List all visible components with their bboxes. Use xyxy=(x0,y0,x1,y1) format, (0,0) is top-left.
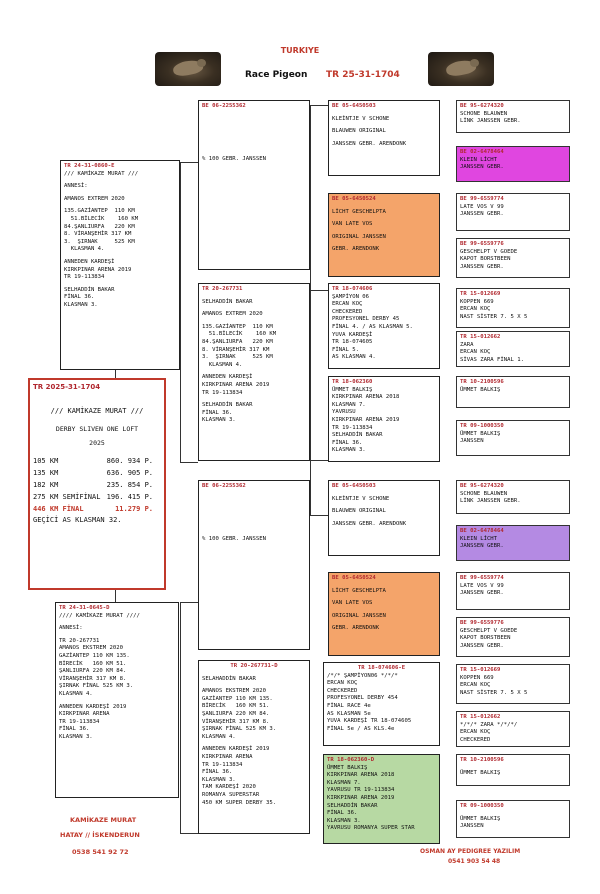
result-row xyxy=(33,479,161,491)
gggp-ring: BE 02-6478464 xyxy=(460,528,504,534)
card-text-line: % 100 GEBR. JANSSEN xyxy=(202,155,266,162)
card-text-line: FİNAL 36. xyxy=(202,769,233,776)
owner-city: HATAY // İSKENDERUN xyxy=(60,831,140,839)
card-text-line: VAN LATE VOS xyxy=(332,600,373,607)
card-text-line: ÜMMET BALKIŞ xyxy=(332,386,373,393)
ggp-ring: BE 05-6450503 xyxy=(332,103,376,109)
gggp-ring: TR 15-012662 xyxy=(460,334,501,340)
card-text-line: ZARA xyxy=(460,341,474,348)
card-text-line: FİNAL 5e / AS KLS.4e xyxy=(327,725,395,732)
card-text-line: ŞIRNAK FİNAL 525 KM 3. xyxy=(59,683,134,690)
result-value: 11.279 P. xyxy=(115,505,153,514)
great-grandparent-card xyxy=(328,480,440,556)
header-ring: TR 25-31-1704 xyxy=(326,70,400,80)
gggp-ring: TR 15-012669 xyxy=(460,291,501,297)
result-distance: 275 KM SEMİFİNAL xyxy=(33,493,101,502)
card-text-line: FİNAL 5. xyxy=(332,346,359,353)
ggp-ring: BE 05-6450524 xyxy=(332,575,376,581)
card-text-line: SELHADDİN BAKAR xyxy=(327,802,378,809)
card-text-line: KLASMAN 3. xyxy=(202,776,236,783)
card-text-line: CHECKERED xyxy=(332,308,363,315)
card-text-line: KAPOT BORSTBEEN xyxy=(460,635,511,642)
card-text-line: AMANOS EKSTREM 2020 xyxy=(202,688,266,695)
card-text-line: KIRKPINAR ARENA 2019 xyxy=(332,416,400,423)
card-text-line: KLASMAN 3. xyxy=(332,447,366,454)
card-text-line: KIRKPINAR ARENA 2019 xyxy=(202,381,270,388)
card-text-line: ŞIRNAK FİNAL 525 KM 3. xyxy=(202,726,277,733)
card-text-line: KLASMAN 3. xyxy=(64,301,98,308)
card-text-line: SİVAS ZARA FİNAL 1. xyxy=(460,356,524,363)
great-grandparent-card xyxy=(328,100,440,176)
card-text-line: LATE VOS V 99 xyxy=(460,582,504,589)
card-text-line: JANSSEN GEBR. xyxy=(460,211,504,218)
card-text-line: KLEİNTJE V SCHONE xyxy=(332,495,390,502)
card-text-line: BİRECİK 160 KM 51. xyxy=(202,703,270,710)
card-text-line: JANSSEN xyxy=(460,823,484,830)
great-grandparent-card xyxy=(323,754,440,844)
card-text-line: FİNAL 36. xyxy=(59,726,90,733)
card-text-line: % 100 GEBR. JANSSEN xyxy=(202,535,266,542)
card-text-line: /*/* ŞAMPİYON06 */*/* xyxy=(327,672,398,679)
great-great-grandparent-card xyxy=(456,572,570,610)
card-text-line: KOPPEN 669 xyxy=(460,298,494,305)
card-text-line: JANSSEN xyxy=(460,438,484,445)
great-great-grandparent-card xyxy=(456,617,570,657)
ggp-ring: TR 18-074606-E xyxy=(357,665,406,671)
card-text-line: SELHADDİN BAKAR xyxy=(64,286,115,293)
card-text-line: LİCHT GESCHELPTA xyxy=(332,587,386,594)
card-text-line: ORIGINAL JANSSEN xyxy=(332,612,386,619)
great-grandparent-card xyxy=(328,193,440,277)
gggp-ring: TR 15-012669 xyxy=(460,667,501,673)
result-row xyxy=(33,491,161,503)
main-name: /// KAMİKAZE MURAT /// xyxy=(50,407,144,415)
gggp-ring: TR 10-2100596 xyxy=(460,757,504,763)
card-text-line: 135.GAZİANTEP 110 KM xyxy=(202,323,273,330)
software-phone: 0541 903 54 48 xyxy=(448,858,501,865)
card-text-line: AMANOS EKSTREM 2020 xyxy=(59,645,123,652)
card-text-line: ANNEDEN KARDEŞİ 2019 xyxy=(59,703,127,710)
card-text-line: JANSSEN GEBR. xyxy=(460,164,504,171)
card-text-line: SCHONE BLAUWEN xyxy=(460,110,508,117)
card-text-line: PROFESYONEL DERBY 45 xyxy=(332,316,400,323)
card-text-line: GESCHELPT V GOEDE xyxy=(460,248,518,255)
gp4-ring: TR 20-267731-D xyxy=(230,663,278,669)
card-text-line: VAN LATE VOS xyxy=(332,221,373,228)
card-text-line: CHECKERED xyxy=(460,736,491,743)
card-text-line: KLASMAN 7. xyxy=(327,779,361,786)
grandparent-card xyxy=(198,480,310,650)
great-great-grandparent-card xyxy=(456,376,570,408)
card-text-line: ROMANYA SUPERSTAR xyxy=(202,791,260,798)
great-grandparent-card xyxy=(328,283,440,369)
grandparent-card xyxy=(198,100,310,270)
main-ring: TR 2025-31-1704 xyxy=(33,383,101,391)
gp3-ring: BE 06-2255362 xyxy=(202,483,246,489)
card-text-line: KLEIN LİCHT xyxy=(460,535,498,542)
card-text-line: 51.BİLECİK 160 KM xyxy=(202,331,277,338)
card-text-line: KIRKPINAR ARENA 2019 xyxy=(64,266,132,273)
card-text-line: LİNK JANSSEN GEBR. xyxy=(460,118,521,125)
great-great-grandparent-card xyxy=(456,480,570,514)
gggp-ring: TR 10-2100596 xyxy=(460,379,504,385)
card-text-line: ÜMMET BALKIŞ xyxy=(327,764,368,771)
card-text-line: ERCAN KOÇ xyxy=(460,729,491,736)
card-text-line: FİNAL 36. xyxy=(202,409,233,416)
great-great-grandparent-card xyxy=(456,193,570,231)
pigeon-logo-right xyxy=(428,52,494,86)
great-great-grandparent-card xyxy=(456,711,570,747)
result-value: 196. 415 P. xyxy=(106,493,153,502)
card-text-line: ŞANLIURFA 220 KM 84. xyxy=(59,668,127,675)
card-text-line: 3. ŞIRNAK 525 KM xyxy=(202,354,273,361)
card-text-line: JANSSEN GEBR. ARENDONK xyxy=(332,520,407,527)
result-distance: 446 KM FİNAL xyxy=(33,505,84,514)
card-text-line: YUVA KARDEŞİ TR 18-074605 xyxy=(327,718,412,725)
great-great-grandparent-card xyxy=(456,525,570,561)
card-text-line: 135.GAZİANTEP 110 KM xyxy=(64,208,135,215)
card-text-line: KIRKPINAR ARENA 2018 xyxy=(327,772,395,779)
owner-name: KAMİKAZE MURAT xyxy=(70,816,137,824)
card-text-line: TR 19-113834 xyxy=(202,389,243,396)
card-text-line: AS KLASMAN 4. xyxy=(332,354,376,361)
card-text-line: AMANOS EXTREM 2020 xyxy=(64,195,125,202)
card-text-line: YUVA KARDEŞİ xyxy=(332,331,373,338)
great-great-grandparent-card xyxy=(456,238,570,278)
card-text-line: 8. VİRANŞEHİR 317 KM xyxy=(64,231,132,238)
sire-ring: TR 24-31-0860-E xyxy=(64,163,115,169)
result-distance: 105 KM xyxy=(33,457,59,466)
card-text-line: //// KAMİKAZE MURAT //// xyxy=(59,612,140,619)
grandparent-card xyxy=(198,660,310,834)
card-text-line: ERCAN KOÇ xyxy=(327,680,358,687)
ggp-ring: BE 05-6450524 xyxy=(332,196,376,202)
card-text-line: FİNAL 4. / AS KLASMAN 5. xyxy=(332,323,413,330)
card-text-line: ANNEDEN KARDEŞİ xyxy=(64,258,115,265)
great-great-grandparent-card xyxy=(456,146,570,182)
great-great-grandparent-card xyxy=(456,754,570,786)
card-text-line: GAZİANTEP 110 KM 135. xyxy=(59,652,130,659)
main-footer: GEÇİCİ AS KLASMAN 32. xyxy=(33,516,122,525)
page-title: Race Pigeon xyxy=(245,70,308,80)
card-text-line: JANSSEN GEBR. xyxy=(460,543,504,550)
card-text-line: KLASMAN 3. xyxy=(327,817,361,824)
gggp-ring: BE 95-6274320 xyxy=(460,103,504,109)
ggp-ring: TR 18-062360 xyxy=(332,379,373,385)
card-text-line: ERCAN KOÇ xyxy=(460,682,491,689)
card-text-line: SELHADDİN BAKAR xyxy=(332,432,383,439)
great-grandparent-card xyxy=(328,376,440,462)
card-text-line: AMANOS EXTREM 2020 xyxy=(202,311,263,318)
card-text-line: JANSSEN GEBR. ARENDONK xyxy=(332,140,407,147)
card-text-line: JANSSEN GEBR. xyxy=(460,642,504,649)
card-text-line: KLASMAN 3. xyxy=(202,417,236,424)
card-text-line: KOPPEN 669 xyxy=(460,674,494,681)
card-text-line: KIRKPINAR ARENA 2019 xyxy=(327,794,395,801)
card-text-line: KLASMAN 7. xyxy=(332,401,366,408)
card-text-line: ORIGINAL JANSSEN xyxy=(332,233,386,240)
great-great-grandparent-card xyxy=(456,331,570,367)
great-great-grandparent-card xyxy=(456,664,570,704)
card-text-line: BLAUWEN ORIGINAL xyxy=(332,128,386,135)
result-distance: 182 KM xyxy=(33,481,59,490)
dam-card xyxy=(55,602,179,798)
card-text-line: ÜMMET BALKIŞ xyxy=(460,769,501,776)
ggp-ring: BE 05-6450503 xyxy=(332,483,376,489)
card-text-line: YAVRUSU ROMANYA SUPER STAR xyxy=(327,825,415,832)
dam-ring: TR 24-31-0645-D xyxy=(59,605,110,611)
card-text-line: FİNAL 36. xyxy=(332,439,363,446)
card-text-line: ERCAN KOÇ xyxy=(332,301,363,308)
great-great-grandparent-card xyxy=(456,800,570,838)
card-text-line: KLEİNTJE V SCHONE xyxy=(332,115,390,122)
card-text-line: SELAHADDİN BAKAR xyxy=(202,675,256,682)
card-text-line: ERCAN KOÇ xyxy=(460,306,491,313)
card-text-line: YAVRUSU xyxy=(332,409,356,416)
great-grandparent-card xyxy=(328,572,440,656)
card-text-line: ÜMMET BALKIŞ xyxy=(460,386,501,393)
card-text-line: ŞANLIURFA 220 KM 84. xyxy=(202,710,270,717)
card-text-line: VİRANŞEHİR 317 KM 8. xyxy=(202,718,270,725)
result-row xyxy=(33,467,161,479)
card-text-line: TR 19-113834 xyxy=(202,761,243,768)
card-text-line: JANSSEN GEBR. xyxy=(460,263,504,270)
card-text-line: LATE VOS V 99 xyxy=(460,203,504,210)
gggp-ring: BE 99-6559774 xyxy=(460,575,504,581)
card-text-line: KLASMAN 3. xyxy=(59,733,93,740)
card-text-line: 51.BİLECİK 160 KM xyxy=(64,215,139,222)
result-row xyxy=(33,455,161,467)
card-text-line: PROFESYONEL DERBY 454 xyxy=(327,695,398,702)
card-text-line: 84.ŞANLIURFA 220 KM xyxy=(202,338,273,345)
card-text-line: YAVRUSU TR 19-113834 xyxy=(327,787,395,794)
gggp-ring: BE 02-6478464 xyxy=(460,149,504,155)
card-text-line: AS KLASMAN 5e xyxy=(327,710,371,717)
main-bird-card xyxy=(28,378,166,590)
pigeon-logo-left xyxy=(155,52,221,86)
sire-card xyxy=(60,160,180,370)
card-text-line: GEBR. ARENDONK xyxy=(332,625,380,632)
ggp-ring: TR 18-062360-D xyxy=(327,757,375,763)
card-text-line: ŞAMPİYON 06 xyxy=(332,293,370,300)
main-year: 2025 xyxy=(89,438,105,447)
card-text-line: KLASMAN 4. xyxy=(64,246,105,253)
grandparent-card xyxy=(198,283,310,461)
ggp-ring: TR 18-074606 xyxy=(332,286,373,292)
card-text-line: /// KAMİKAZE MURAT /// xyxy=(64,170,139,177)
card-text-line: 450 KM SUPER DERBY 35. xyxy=(202,799,277,806)
card-text-line: BİRECİK 160 KM 51. xyxy=(59,660,127,667)
card-text-line: FİNAL 36. xyxy=(327,810,358,817)
card-text-line: ÜMMET BALKIŞ xyxy=(460,815,501,822)
card-text-line: */*/* ZARA */*/*/ xyxy=(460,721,518,728)
gggp-ring: BE 99-6559776 xyxy=(460,620,504,626)
card-text-line: KIRKPINAR ARENA xyxy=(202,753,253,760)
main-race: DERBY SLIVEN ONE LOFT xyxy=(55,425,139,433)
card-text-line: SELHADDİN BAKAR xyxy=(202,402,253,409)
card-text-line: ANNEDEN KARDEŞİ 2019 xyxy=(202,746,270,753)
card-text-line: 84.ŞANLIURFA 220 KM xyxy=(64,223,135,230)
card-text-line: ANNESİ: xyxy=(59,625,83,632)
card-text-line: KLASMAN 4. xyxy=(202,361,243,368)
result-row xyxy=(33,503,161,515)
card-text-line: FİNAL 36. xyxy=(64,294,95,301)
card-text-line: KIRKPINAR ARENA 2018 xyxy=(332,394,400,401)
card-text-line: NAST SİSTER 7. 5 X 5 xyxy=(460,313,528,320)
card-text-line: ERCAN KOÇ xyxy=(460,349,491,356)
card-text-line: KAPOT BORSTBEEN xyxy=(460,256,511,263)
card-text-line: NAST SİSTER 7. 5 X 5 xyxy=(460,689,528,696)
great-great-grandparent-card xyxy=(456,100,570,133)
gggp-ring: TR 09-1000350 xyxy=(460,803,504,809)
result-value: 860. 934 P. xyxy=(106,457,153,466)
card-text-line: TR 18-074605 xyxy=(332,339,373,346)
card-text-line: ÜMMET BALKIŞ xyxy=(460,430,501,437)
gggp-ring: TR 09-1000350 xyxy=(460,423,504,429)
card-text-line: GAZİANTEP 110 KM 135. xyxy=(202,695,273,702)
card-text-line: SCHONE BLAUWEN xyxy=(460,490,508,497)
card-text-line: TR 19-113834 xyxy=(332,424,373,431)
card-text-line: TR 19-113834 xyxy=(64,274,105,281)
card-text-line: ANNESİ: xyxy=(64,183,88,190)
card-text-line: TR 20-267731 xyxy=(59,637,100,644)
card-text-line: KIRKPINAR ARENA xyxy=(59,711,110,718)
great-grandparent-card xyxy=(323,662,440,746)
result-distance: 135 KM xyxy=(33,469,59,478)
country-title: TURKIYE xyxy=(280,46,320,55)
card-text-line: KLEIN LİCHT xyxy=(460,156,498,163)
card-text-line: KLASMAN 4. xyxy=(202,733,236,740)
gggp-ring: BE 99-6559776 xyxy=(460,241,504,247)
software-name: OSMAN AY PEDIGREE YAZILIM xyxy=(420,848,521,855)
owner-phone: 0538 541 92 72 xyxy=(72,848,129,856)
card-text-line: VİRANŞEHİR 317 KM 8. xyxy=(59,675,127,682)
card-text-line: FİNAL RACE 4e xyxy=(327,702,371,709)
card-text-line: GEBR. ARENDONK xyxy=(332,246,380,253)
great-great-grandparent-card xyxy=(456,420,570,456)
great-great-grandparent-card xyxy=(456,288,570,328)
result-value: 636. 905 P. xyxy=(106,469,153,478)
card-text-line: CHECKERED xyxy=(327,687,358,694)
card-text-line: LİCHT GESCHELPTA xyxy=(332,208,386,215)
results-list xyxy=(33,455,161,515)
card-text-line: BLAUWEN ORIGINAL xyxy=(332,508,386,515)
card-text-line: TAM KARDEŞİ 2020 xyxy=(202,784,256,791)
card-text-line: TR 19-113834 xyxy=(59,718,100,725)
card-text-line: LİNK JANSSEN GEBR. xyxy=(460,498,521,505)
gggp-ring: BE 95-6274320 xyxy=(460,483,504,489)
gp1-ring: BE 06-2255362 xyxy=(202,103,246,109)
card-text-line: ANNEDEN KARDEŞİ xyxy=(202,374,253,381)
result-value: 235. 854 P. xyxy=(106,481,153,490)
card-text-line: SELHADDİN BAKAR xyxy=(202,298,253,305)
gggp-ring: BE 99-6559774 xyxy=(460,196,504,202)
card-text-line: JANSSEN GEBR. xyxy=(460,590,504,597)
card-text-line: 3. ŞIRNAK 525 KM xyxy=(64,238,135,245)
card-text-line: KLASMAN 4. xyxy=(59,690,93,697)
gggp-ring: TR 15-012662 xyxy=(460,714,501,720)
card-text-line: 8. VİRANŞEHİR 317 KM xyxy=(202,346,270,353)
card-text-line: GESCHELPT V GOEDE xyxy=(460,627,518,634)
gp2-ring: TR 20-267731 xyxy=(202,286,243,292)
